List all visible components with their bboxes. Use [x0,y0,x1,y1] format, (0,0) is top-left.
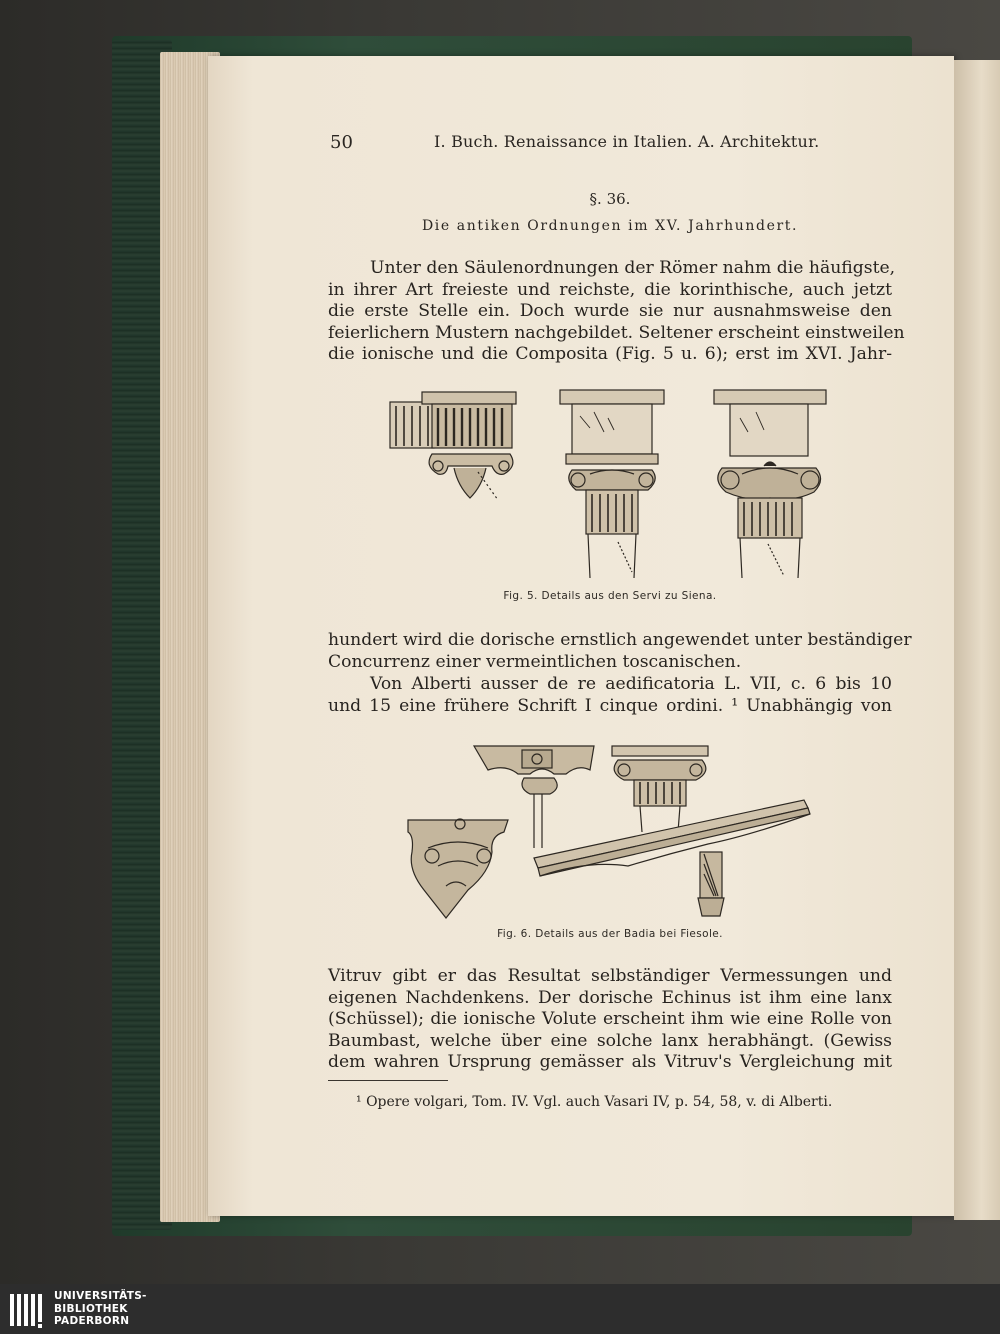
text-line: die ionische und die Composita (Fig. 5 u. 6); erst im XVI. Jahr- [328,344,892,365]
page-number: 50 [330,132,353,153]
section-number: §. 36. [589,190,631,208]
logo-line: PADERBORN [54,1315,130,1327]
paragraph-4 [328,966,892,1074]
text-line: Unter den Säulenordnungen der Römer nahm die häufigste, [370,258,896,278]
library-logo-text [54,1290,147,1328]
page-header [330,132,890,156]
figure-6-caption: Fig. 6. Details aus der Badia bei Fiesole. [497,928,723,940]
logo-line: BIBLIOTHEK [54,1302,128,1315]
section-title: Die antiken Ordnungen im XV. Jahrhundert. [421,218,799,234]
logo-line: UNIVERSITÄTS- [54,1290,147,1302]
text-line: Concurrenz einer vermeintlichen toscanischen. [328,651,742,672]
text-line: in ihrer Art freieste und reichste, die korinthische, auch jetzt [328,279,892,300]
paragraph-1 [328,258,905,366]
footnote: ¹ Opere volgari, Tom. IV. Vgl. auch Vasari IV, p. 54, 58, v. di Alberti. [356,1094,833,1110]
library-logo-icon [8,1290,48,1330]
running-head: I. Buch. Renaissance in Italien. A. Architektur. [434,132,820,151]
text-line: Baumbast, welche über eine solche lanx herabhängt. (Gewiss [328,1030,892,1051]
text-line: feierlichern Mustern nachgebildet. Seltener erscheint einstweilen [328,322,905,343]
text-line: Vitruv gibt er das Resultat selbständiger Vermessungen und [328,966,892,986]
text-line: die erste Stelle ein. Doch wurde sie nur ausnahmsweise den [328,301,892,322]
footnote-rule [328,1080,448,1081]
text-line: Von Alberti ausser de re aedificatoria L. VII, c. 6 bis 10 [370,674,892,694]
text-line: eigenen Nachdenkens. Der dorische Echinus ist ihm eine lanx [328,987,892,1008]
text-line: dem wahren Ursprung gemässer als Vitruv's Vergleichung mit [328,1052,892,1073]
facing-page-edge [954,60,1000,1220]
figure-5-illustration [328,382,892,582]
paragraph-3 [328,674,892,717]
paragraph-2 [328,630,912,673]
text-line: (Schüssel); die ionische Volute erscheint ihm wie eine Rolle von [328,1009,892,1030]
text-line: und 15 eine frühere Schrift I cinque ordini. ¹ Unabhängig von [328,695,892,716]
figure-6-illustration [328,740,892,926]
text-line: hundert wird die dorische ernstlich angewendet unter beständiger [328,630,912,650]
figure-5-caption: Fig. 5. Details aus den Servi zu Siena. [503,590,717,602]
library-footer [0,1284,1000,1334]
